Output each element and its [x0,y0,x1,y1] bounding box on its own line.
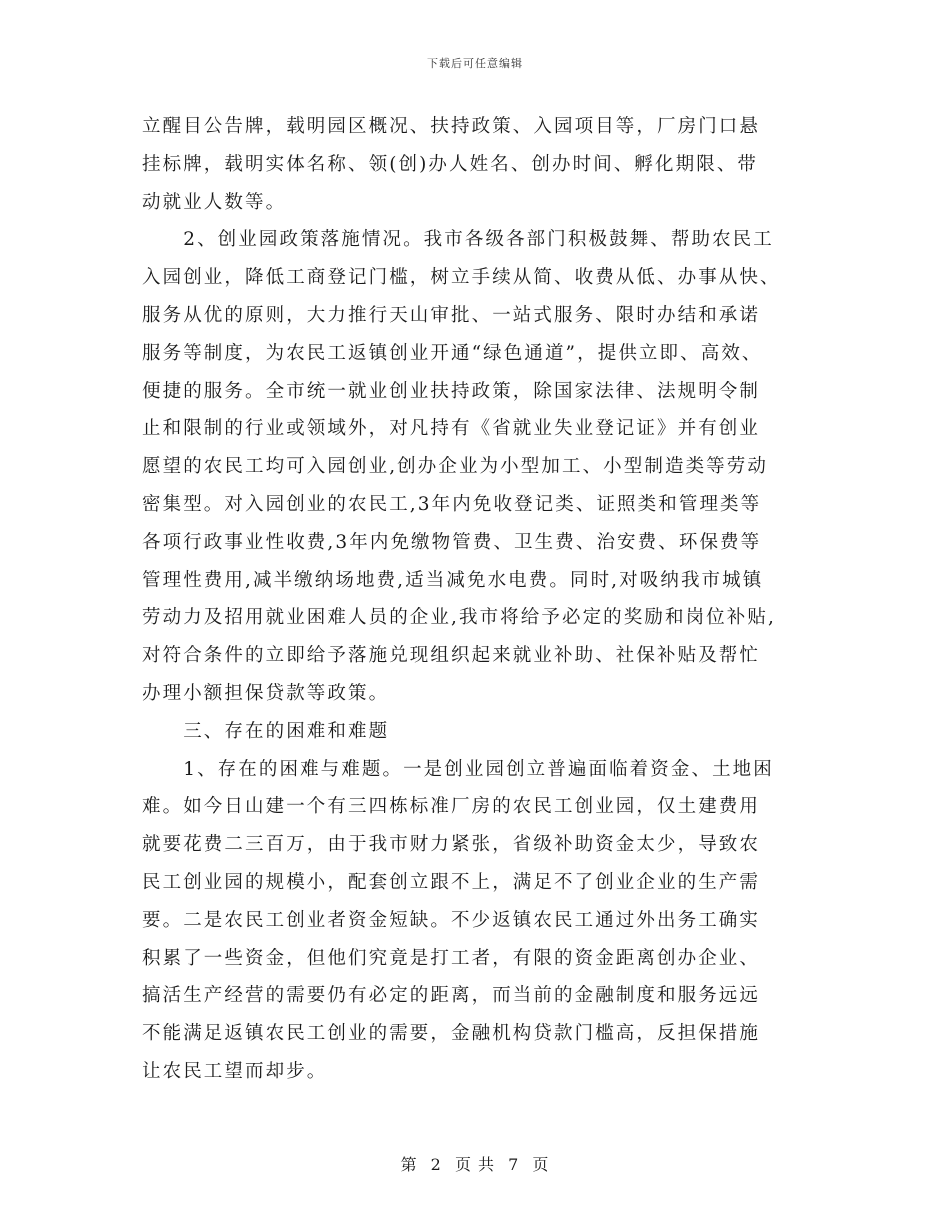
footer-mid: 页 共 [454,1155,496,1174]
text-line: 办理小额担保贷款等政策。 [142,682,390,704]
text-line: 就要花费二三百万，由于我市财力紧张，省级补助资金太少，导致农 [142,834,761,856]
text-line: 各项行政事业性收费,3年内免缴物管费、卫生费、治安费、环保费等 [142,531,762,553]
text-line: 动就业人数等。 [142,191,287,213]
footer-prefix: 第 [400,1155,418,1174]
text-line: 服务从优的原则，大力推行天山审批、一站式服务、限时办结和承诺 [142,304,761,326]
header-note: 下载后可任意编辑 [427,57,523,70]
page-number-footer [0,1152,950,1175]
text-line: 民工创业园的规模小，配套创立跟不上，满足不了创业企业的生产需 [142,871,761,893]
text-line: 密集型。对入园创业的农民工,3年内免收登记类、证照类和管理类等 [142,493,762,515]
text-line: 积累了一些资金，但他们究竟是打工者，有限的资金距离创办企业、 [142,947,761,969]
text-line: 服务等制度，为农民工返镇创业开通“绿色通道”，提供立即、高效、 [142,342,763,364]
footer-suffix: 页 [532,1155,550,1174]
text-line: 便捷的服务。全市统一就业创业扶持政策，除国家法律、法规明令制 [142,380,761,402]
text-line: 1、存在的困难与难题。一是创业园创立普遍面临着资金、土地困 [142,758,774,780]
text-line: 挂标牌，载明实体名称、领(创)办人姓名、创办时间、孵化期限、带 [142,153,759,175]
text-line: 入园创业，降低工商登记门槛，树立手续从简、收费从低、办事从快、 [142,267,781,289]
text-line: 搞活生产经营的需要仍有必定的距离，而当前的金融制度和服务远远 [142,985,761,1007]
section-heading: 三、存在的困难和难题 [142,720,390,742]
text-line: 要。二是农民工创业者资金短缺。不少返镇农民工通过外出务工确实 [142,909,761,931]
text-line: 止和限制的行业或领域外，对凡持有《省就业失业登记证》并有创业 [142,418,761,440]
current-page-number: 2 [430,1155,442,1174]
document-body [142,108,822,1091]
text-line: 立醒目公告牌，载明园区概况、扶持政策、入园项目等，厂房门口悬 [142,116,761,137]
text-line: 不能满足返镇农民工创业的需要，金融机构贷款门槛高，反担保措施 [142,1023,761,1045]
text-line: 劳动力及招用就业困难人员的企业,我市将给予必定的奖励和岗位补贴, [142,607,776,629]
text-line: 管理性费用,减半缴纳场地费,适当减免水电费。同时,对吸纳我市城镇 [142,569,764,591]
text-line: 2、创业园政策落施情况。我市各级各部门积极鼓舞、帮助农民工 [142,229,774,251]
text-line: 愿望的农民工均可入园创业,创办企业为小型加工、小型制造类等劳动 [142,456,768,478]
text-line: 难。如今日山建一个有三四栋标准厂房的农民工创业园，仅土建费用 [142,796,761,818]
text-line: 让农民工望而却步。 [142,1060,328,1082]
total-page-count: 7 [508,1155,520,1174]
text-line: 对符合条件的立即给予落施兑现组织起来就业补助、社保补贴及帮忙 [142,645,761,667]
